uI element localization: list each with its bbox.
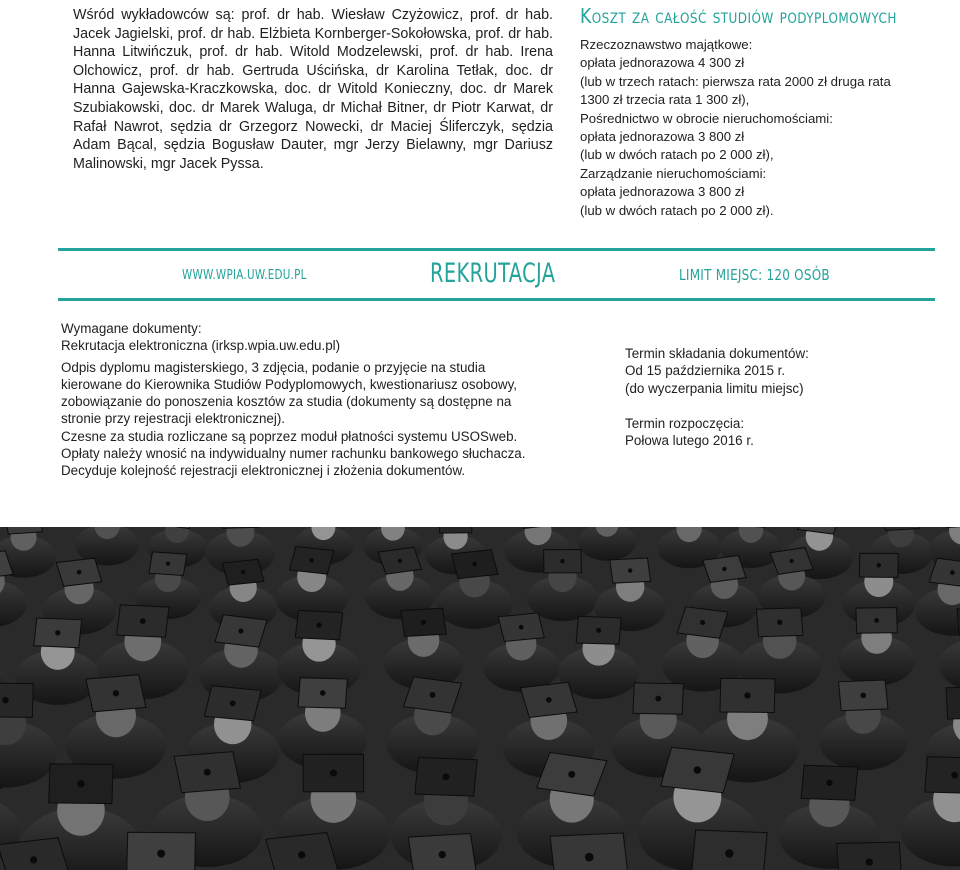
documents-line: Decyduje kolejność rejestracji elektronicznej i złożenia dokumentów. — [61, 463, 466, 479]
documents-line: stronie przy rejestracji elektronicznej). — [61, 411, 285, 427]
terms-line: Połowa lutego 2016 r. — [625, 433, 754, 449]
cost-line: (lub w dwóch ratach po 2 000 zł), — [580, 147, 774, 163]
documents-line: Opłaty należy wnosić na indywidualny numer rachunku bankowego słuchacza. — [61, 446, 526, 462]
divider-bottom — [58, 298, 935, 301]
cost-line: opłata jednorazowa 4 300 zł — [580, 55, 745, 71]
terms-line: (do wyczerpania limitu miejsc) — [625, 380, 804, 396]
cost-line: (lub w trzech ratach: pierwsza rata 2000 zł druga rata — [580, 73, 891, 89]
terms-line: Termin składania dokumentów: — [625, 346, 809, 361]
terms-line: Termin rozpoczęcia: — [625, 415, 745, 431]
documents-line: Czesne za studia rozliczane są poprzez moduł płatności systemu USOSweb. — [61, 428, 518, 444]
seat-limit: LIMIT MIEJSC: 120 OSÓB — [679, 266, 830, 284]
graduates-photo — [0, 527, 960, 870]
documents-line: zobowiązanie do ponoszenia kosztów za studia (dokumenty są dostępne na — [61, 394, 512, 410]
documents-line: Rekrutacja elektroniczna (irksp.wpia.uw.edu.pl) — [61, 338, 341, 354]
documents-line: kierowane do Kierownika Studiów Podyplomowych, kwestionariusz osobowy, — [61, 376, 518, 392]
cost-heading: Koszt za całość studiów podyplomowych — [580, 4, 897, 28]
cost-line: (lub w dwóch ratach po 2 000 zł). — [580, 202, 774, 218]
graduation-caps-image — [0, 527, 960, 870]
cost-line: 1300 zł trzecia rata 1 300 zł), — [580, 92, 750, 108]
cost-line: Zarządzanie nieruchomościami: — [580, 165, 767, 181]
cost-line: Rzeczoznawstwo majątkowe: — [580, 37, 753, 52]
cost-line: opłata jednorazowa 3 800 zł — [580, 129, 745, 145]
lecturers-paragraph: Wśród wykładowców są: prof. dr hab. Wiesław Czyżowicz, prof. dr hab. Jacek Jagielski, prof. dr hab. Elżbieta Kornberger-Sokołowska, prof. dr hab. Hanna Litwińczuk, prof. dr hab. Witold Modzelewski, prof. dr hab. Irena Olchowicz, prof. dr hab. Gertruda Uścińska, dr Karolina Tetłak, doc. dr Hanna Gajewska-Kraczkowska, doc. dr Witold Konieczny, doc. dr Marek Szubiakowski, doc. dr Marek Waluga, dr Michał Bitner, dr Piotr Karwat, dr Rafał Nawrot, sędzia dr Grzegorz Nowecki, dr Maciej Śliferczyk, sędzia Adam Bącal, sędzia Bogusław Dauter, mgr Jerzy Bielawny, mgr Dariusz Malinowski, mgr Jacek Pyssa. — [73, 7, 553, 172]
documents-line: Odpis dyplomu magisterskiego, 3 zdjęcia, podanie o przyjęcie na studia — [61, 359, 486, 375]
cost-line: Pośrednictwo w obrocie nieruchomościami: — [580, 110, 833, 126]
documents-line: Wymagane dokumenty: — [61, 321, 202, 336]
cost-line: opłata jednorazowa 3 800 zł — [580, 184, 745, 200]
terms-line: Od 15 października 2015 r. — [625, 363, 786, 379]
recruitment-title: REKRUTACJA — [430, 258, 556, 289]
documents-section — [61, 320, 551, 480]
website-link[interactable]: WWW.WPIA.UW.EDU.PL — [182, 268, 307, 283]
cost-section — [580, 4, 952, 220]
terms-section — [625, 345, 925, 449]
divider-top — [58, 248, 935, 251]
